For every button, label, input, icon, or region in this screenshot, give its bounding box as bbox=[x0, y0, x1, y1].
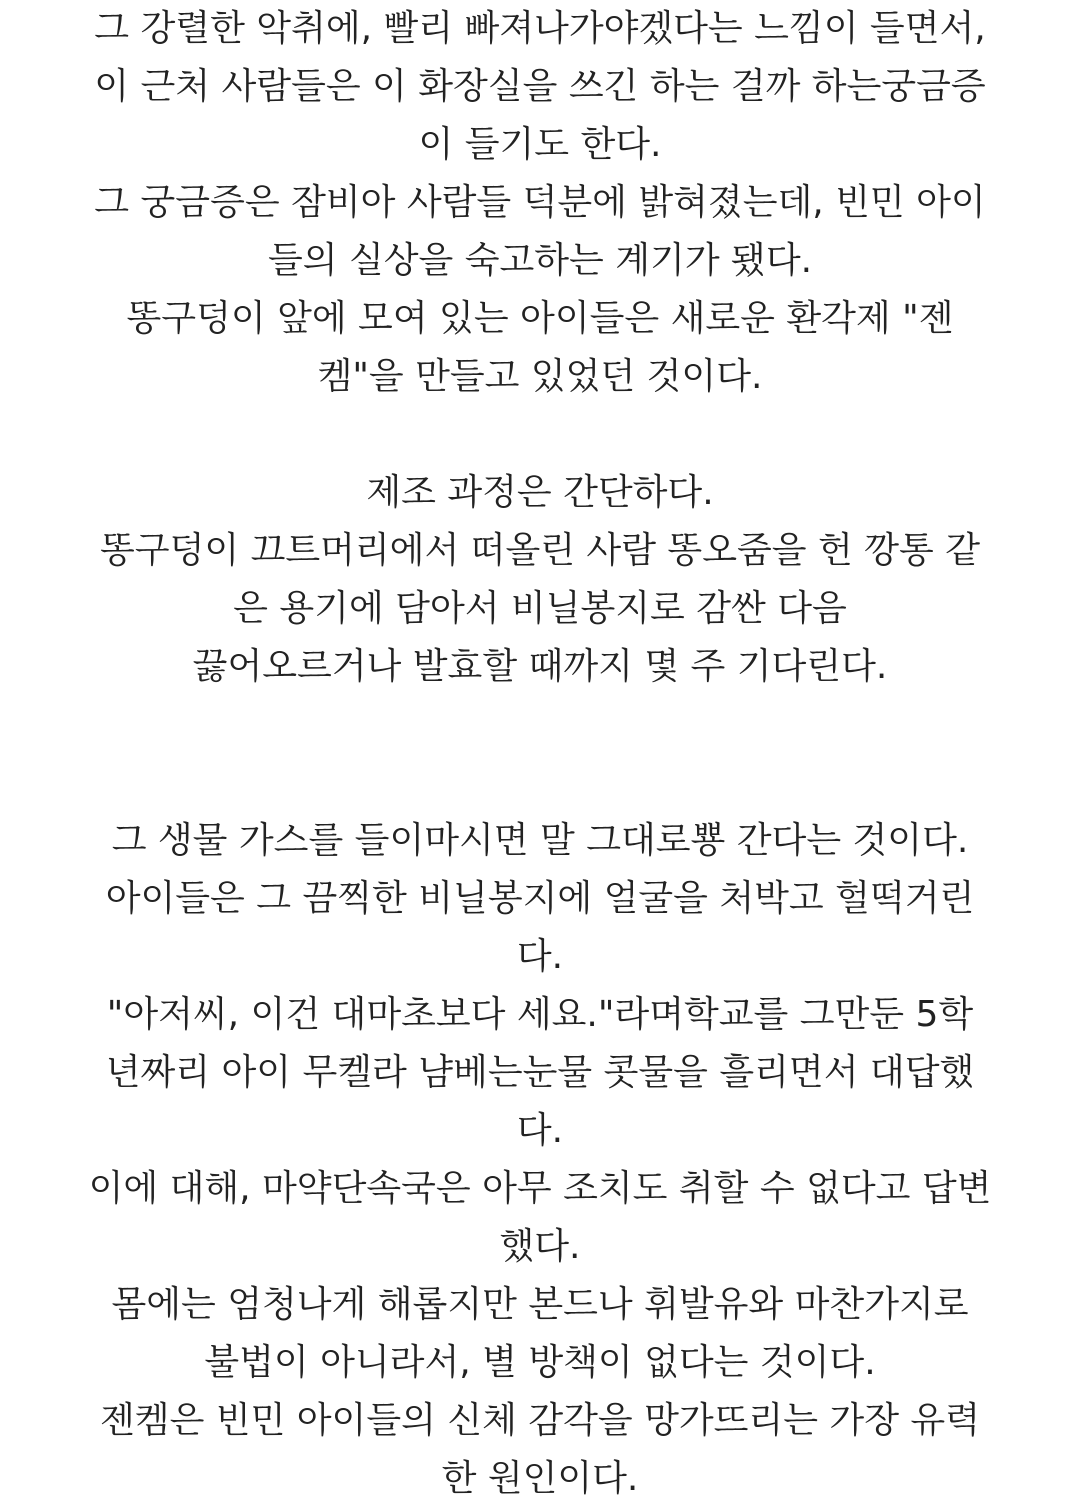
paragraph-gap bbox=[40, 406, 1040, 464]
text-line: "아저씨, 이건 대마초보다 세요."라며학교를 그만둔 5학 bbox=[106, 994, 974, 1035]
text-line: 년짜리 아이 무켈라 냠베는눈물 콧물을 흘리면서 대답했 bbox=[105, 1052, 975, 1093]
text-line: 들의 실상을 숙고하는 계기가 됐다. bbox=[267, 240, 813, 281]
text-line: 이 들기도 한다. bbox=[418, 124, 662, 165]
text-line: 똥구덩이 끄트머리에서 떠올린 사람 똥오줌을 헌 깡통 같 bbox=[100, 530, 980, 571]
text-line: 끓어오르거나 발효할 때까지 몇 주 기다린다. bbox=[192, 646, 888, 687]
text-line: 똥구덩이 앞에 모여 있는 아이들은 새로운 환각제 "젠 bbox=[126, 298, 954, 339]
text-line: 그 궁금증은 잠비아 사람들 덕분에 밝혀졌는데, 빈민 아이 bbox=[94, 182, 986, 223]
text-line: 그 생물 가스를 들이마시면 말 그대로뿅 간다는 것이다. bbox=[111, 820, 969, 861]
text-line: 은 용기에 담아서 비닐봉지로 감싼 다음 bbox=[233, 588, 847, 629]
text-line: 불법이 아니라서, 별 방책이 없다는 것이다. bbox=[204, 1342, 876, 1383]
text-line: 했다. bbox=[499, 1226, 581, 1267]
text-line: 이 근처 사람들은 이 화장실을 쓰긴 하는 걸까 하는궁금증 bbox=[94, 66, 986, 107]
text-line: 다. bbox=[516, 936, 564, 977]
text-line: 한 원인이다. bbox=[441, 1458, 639, 1499]
paragraph-gap bbox=[40, 754, 1040, 812]
text-line: 그 강렬한 악취에, 빨리 빠져나가야겠다는 느낌이 들면서, bbox=[94, 8, 986, 49]
text-line: 몸에는 엄청나게 해롭지만 본드나 휘발유와 마찬가지로 bbox=[111, 1284, 969, 1325]
text-line: 이에 대해, 마약단속국은 아무 조치도 취할 수 없다고 답변 bbox=[88, 1168, 992, 1209]
text-line: 아이들은 그 끔찍한 비닐봉지에 얼굴을 처박고 헐떡거린 bbox=[105, 878, 975, 919]
text-line: 젠켐은 빈민 아이들의 신체 감각을 망가뜨리는 가장 유력 bbox=[100, 1400, 980, 1441]
text-line: 제조 과정은 간단하다. bbox=[366, 472, 714, 513]
paragraph-gap bbox=[40, 696, 1040, 754]
text-line: 켐"을 만들고 있었던 것이다. bbox=[317, 356, 763, 397]
text-line: 다. bbox=[516, 1110, 564, 1151]
